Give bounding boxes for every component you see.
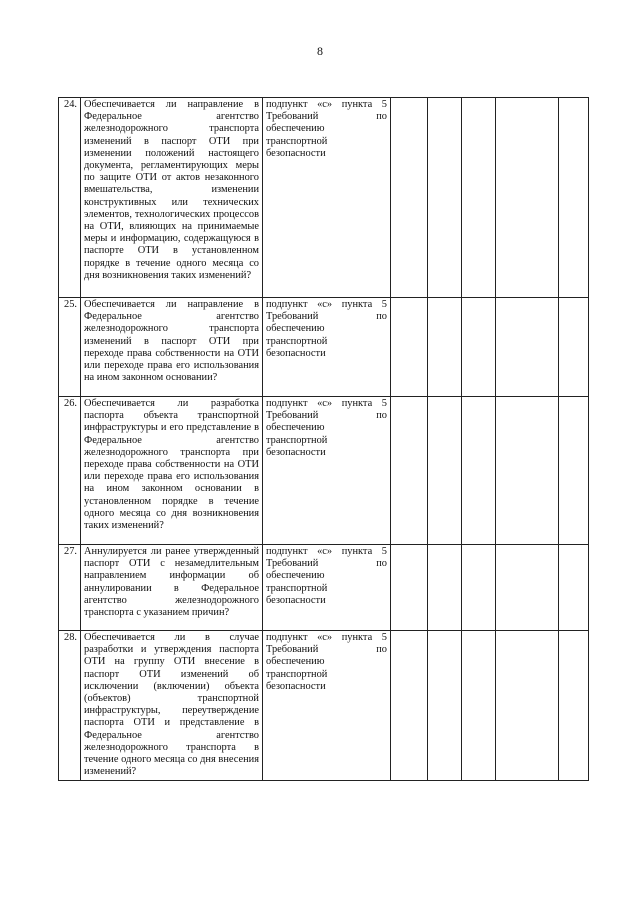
notes-cell	[496, 631, 559, 781]
notes-cell	[496, 397, 559, 545]
answer-cell	[428, 631, 462, 781]
question-text: Аннулируется ли ранее утвержденный паспорт ОТИ с незамедлительным направлением информации об аннулировании в Федеральное агентство железнодорожного транспорта с указанием причин?	[81, 545, 263, 631]
answer-cell	[462, 98, 496, 298]
answer-cell	[462, 545, 496, 631]
checklist-table	[58, 97, 589, 781]
answer-cell	[428, 298, 462, 397]
table-row	[59, 298, 589, 397]
notes-cell	[559, 631, 589, 781]
question-text: Обеспечивается ли разработка паспорта объекта транспортной инфраструктуры и его представление в Федеральное агентство железнодорожного транспорта при переходе права собственности на ОТИ или переходе права его использования на ином законном основании в установленном порядке в течение одного месяца со дня возникновения таких изменений?	[81, 397, 263, 545]
answer-cell	[428, 98, 462, 298]
notes-cell	[496, 545, 559, 631]
requirement-reference: подпункт «с» пункта 5 Требований по обеспечению транспортной безопасности	[263, 545, 391, 631]
row-number: 28.	[59, 631, 81, 781]
table-row	[59, 545, 589, 631]
answer-cell	[462, 397, 496, 545]
requirement-reference: подпункт «с» пункта 5 Требований по обеспечению транспортной безопасности	[263, 98, 391, 298]
row-number: 26.	[59, 397, 81, 545]
requirement-reference: подпункт «с» пункта 5 Требований по обеспечению транспортной безопасности	[263, 298, 391, 397]
answer-cell	[462, 631, 496, 781]
notes-cell	[496, 298, 559, 397]
answer-cell	[391, 545, 428, 631]
row-number: 25.	[59, 298, 81, 397]
row-number: 27.	[59, 545, 81, 631]
table-row	[59, 98, 589, 298]
notes-cell	[496, 98, 559, 298]
answer-cell	[428, 397, 462, 545]
requirement-reference: подпункт «с» пункта 5 Требований по обеспечению транспортной безопасности	[263, 631, 391, 781]
notes-cell	[559, 545, 589, 631]
question-text: Обеспечивается ли в случае разработки и утверждения паспорта ОТИ на группу ОТИ внесение в паспорт ОТИ изменений об исключении (включении) объекта (объектов) транспортной инфраструктуры, переутверждение паспорта ОТИ и представление в Федеральное агентство железнодорожного транспорта в течение одного месяца со дня внесения изменений?	[81, 631, 263, 781]
answer-cell	[391, 98, 428, 298]
notes-cell	[559, 397, 589, 545]
answer-cell	[391, 631, 428, 781]
table-row	[59, 631, 589, 781]
table-row	[59, 397, 589, 545]
question-text: Обеспечивается ли направление в Федеральное агентство железнодорожного транспорта изменений в паспорт ОТИ при переходе права собственности на ОТИ или переходе права его использования на ином законном основании?	[81, 298, 263, 397]
requirement-reference: подпункт «с» пункта 5 Требований по обеспечению транспортной безопасности	[263, 397, 391, 545]
question-text: Обеспечивается ли направление в Федеральное агентство железнодорожного транспорта изменений в паспорт ОТИ при изменении положений настоящего документа, регламентирующих меры по защите ОТИ от актов незаконного вмешательства, изменении конструктивных или технических элементов, технологических процессов на ОТИ, влияющих на принимаемые меры и информацию, содержащуюся в паспорте ОТИ в установленном порядке в течение одного месяца со дня возникновения таких изменений?	[81, 98, 263, 298]
notes-cell	[559, 98, 589, 298]
row-number: 24.	[59, 98, 81, 298]
answer-cell	[391, 397, 428, 545]
page-number: 8	[317, 44, 323, 58]
notes-cell	[559, 298, 589, 397]
answer-cell	[462, 298, 496, 397]
answer-cell	[428, 545, 462, 631]
answer-cell	[391, 298, 428, 397]
